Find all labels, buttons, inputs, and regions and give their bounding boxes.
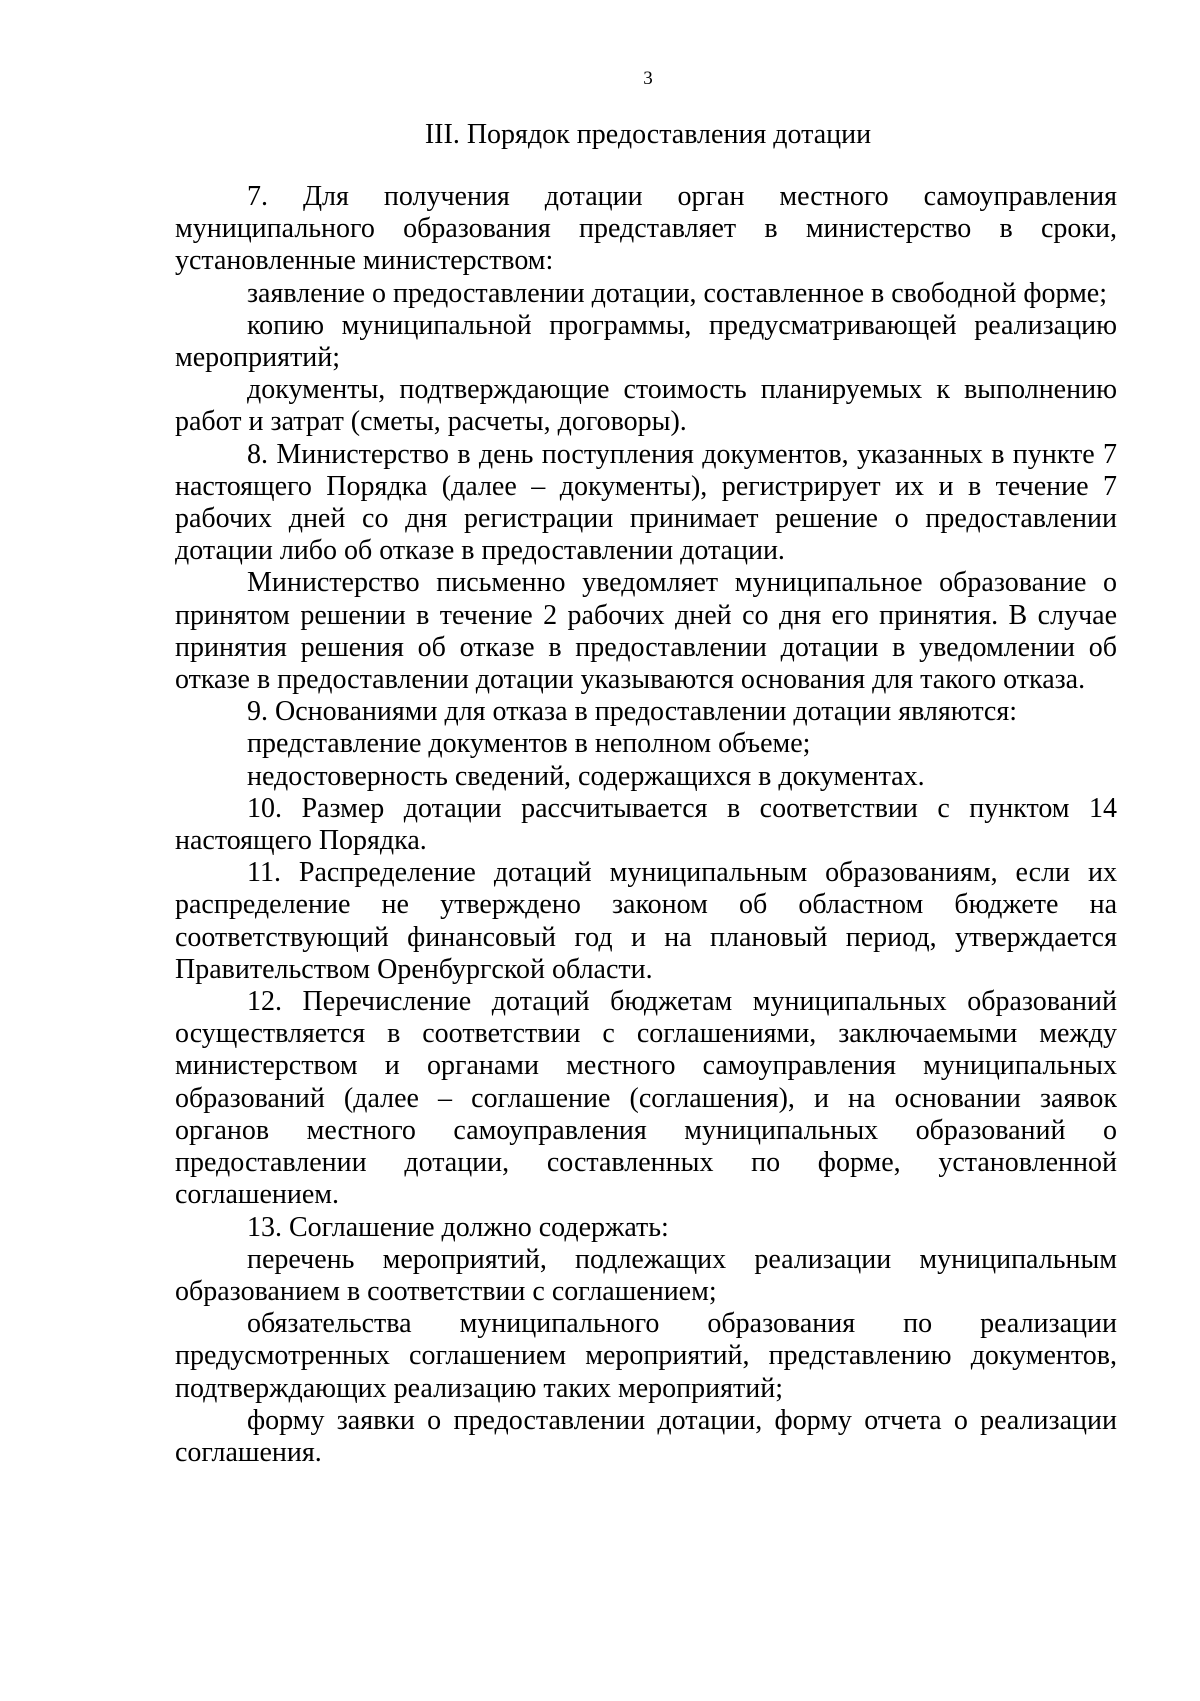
- section-title: III. Порядок предоставления дотации: [424, 119, 872, 150]
- paragraph-12: 12. Перечисление дотаций бюджетам муниципальных образований осуществляется в соответствии с соглашениями, заключаемыми между министерством и органами местного самоуправления муниципальных образований (далее – соглашение (соглашения), и на основании заявок органов местного самоуправления муниципальных образований о предоставлении дотации, составленных по форме, установленной соглашением.: [175, 986, 1117, 1211]
- paragraph-10: 10. Размер дотации рассчитывается в соответствии с пунктом 14 настоящего Порядка.: [175, 792, 1117, 857]
- list-item-program-copy: копию муниципальной программы, предусматривающей реализацию мероприятий;: [175, 309, 1117, 374]
- list-item-activities-list: перечень мероприятий, подлежащих реализации муниципальным образованием в соответствии с соглашением;: [175, 1243, 1117, 1307]
- paragraph-13: 13. Соглашение должно содержать:: [247, 1211, 669, 1243]
- paragraph-9: 9. Основаниями для отказа в предоставлении дотации являются:: [247, 696, 1017, 728]
- list-item-unreliable-information: недостоверность сведений, содержащихся в документах.: [247, 760, 925, 792]
- page-number: 3: [643, 68, 653, 89]
- list-item-application: заявление о предоставлении дотации, составленное в свободной форме;: [247, 277, 1108, 309]
- list-item-incomplete-documents: представление документов в неполном объеме;: [247, 728, 811, 760]
- paragraph-8: 8. Министерство в день поступления документов, указанных в пункте 7 настоящего Порядка (далее – документы), регистрирует их и в течение 7 рабочих дней со дня регистрации принимает решение о предоставлении дотации либо об отказе в предоставлении дотации.: [175, 438, 1117, 567]
- list-item-cost-documents: документы, подтверждающие стоимость планируемых к выполнению работ и затрат (сметы, расчеты, договоры).: [175, 374, 1117, 438]
- list-item-obligations: обязательства муниципального образования по реализации предусмотренных соглашением мероприятий, представлению документов, подтверждающих реализацию таких мероприятий;: [175, 1308, 1117, 1404]
- paragraph-8-notification: Министерство письменно уведомляет муниципальное образование о принятом решении в течение 2 рабочих дней со дня его принятия. В случае принятия решения об отказе в предоставлении дотации в уведомлении об отказе в предоставлении дотации указываются основания для такого отказа.: [175, 567, 1117, 696]
- document-body: [175, 181, 1117, 1469]
- paragraph-7: 7. Для получения дотации орган местного самоуправления муниципального образования представляет в министерство в сроки, установленные министерством:: [175, 181, 1117, 277]
- paragraph-11: 11. Распределение дотаций муниципальным образованиям, если их распределение не утверждено законом об областном бюджете на соответствующий финансовый год и на плановый период, утверждается Правительством Оренбургской области.: [175, 857, 1117, 985]
- list-item-forms: форму заявки о предоставлении дотации, форму отчета о реализации соглашения.: [175, 1404, 1117, 1468]
